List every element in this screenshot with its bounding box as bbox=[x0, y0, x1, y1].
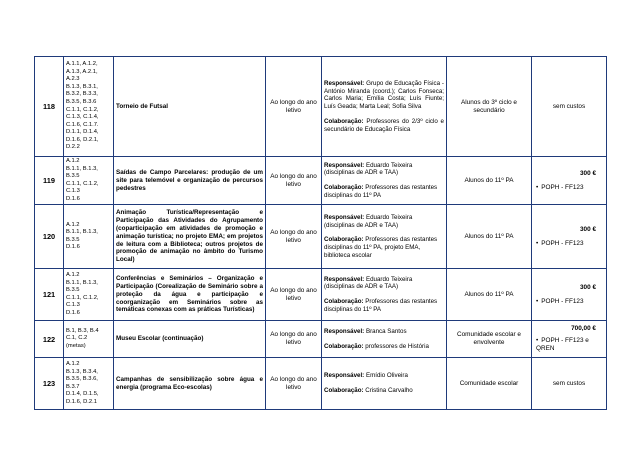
code-line: B.3.2, B.3.3, bbox=[66, 91, 98, 98]
table-row bbox=[35, 157, 607, 205]
collaboration-text: Professores do 2/3º ciclo e secundário de Educação Física bbox=[324, 117, 444, 133]
activity-title: Torneio de Futsal bbox=[114, 57, 266, 157]
responsible-text: Eduardo Teixeira (disciplinas de ADR e TAA) bbox=[324, 275, 413, 291]
cost-cell bbox=[532, 269, 607, 321]
activity-number: 122 bbox=[35, 321, 64, 358]
target-audience: Comunidade escolar e envolvente bbox=[447, 321, 532, 358]
collaboration-block bbox=[324, 343, 444, 351]
code-line: A.2.3 bbox=[66, 76, 80, 83]
responsible-label: Responsável: bbox=[324, 79, 365, 87]
code-line: D.1.6 bbox=[66, 309, 80, 316]
responsible-text: Eduardo Teixeira (disciplinas de ADR e TAA) bbox=[324, 161, 413, 177]
target-audience: Alunos do 11º PA bbox=[447, 157, 532, 205]
cost-line: sem custos bbox=[552, 102, 586, 110]
responsible-label: Responsável: bbox=[324, 213, 365, 221]
responsible-cell bbox=[322, 269, 447, 321]
target-audience: Alunos do 11º PA bbox=[447, 269, 532, 321]
code-line: C.1.1, C.1.2, bbox=[66, 180, 99, 187]
responsible-block bbox=[324, 276, 444, 292]
code-line: B.1.3, B.3.1, bbox=[66, 83, 98, 90]
code-line: D.1.6 bbox=[66, 244, 80, 251]
collaboration-block bbox=[324, 118, 444, 134]
responsible-text: Branca Santos bbox=[364, 327, 407, 335]
cost-value: 300 € bbox=[580, 225, 596, 233]
responsible-label: Responsável: bbox=[324, 327, 365, 335]
code-line: B.1.1, B.1.3, bbox=[66, 229, 98, 236]
collaboration-text: Professores das restantes disciplinas do 11º PA, projeto EMA, biblioteca escolar bbox=[324, 236, 438, 259]
objective-codes bbox=[64, 57, 114, 157]
code-line: B.3.7 bbox=[66, 383, 80, 390]
activity-period: Ao longo do ano letivo bbox=[266, 57, 322, 157]
code-line: C.1.1, C.1.2, bbox=[66, 294, 99, 301]
responsible-cell bbox=[322, 321, 447, 358]
responsible-label: Responsável: bbox=[324, 161, 365, 169]
cost-value: 300 € bbox=[580, 169, 596, 177]
responsible-block bbox=[324, 372, 444, 380]
responsible-label: Responsável: bbox=[324, 275, 365, 283]
target-audience: Comunidade escolar bbox=[447, 358, 532, 410]
code-line: B.1.1, B.1.3, bbox=[66, 279, 98, 286]
collaboration-text: professores de História bbox=[363, 342, 429, 350]
code-line: D.1.6, D.2.1 bbox=[66, 398, 97, 405]
collaboration-label: Colaboração: bbox=[324, 298, 364, 306]
activity-number: 121 bbox=[35, 269, 64, 321]
objective-codes bbox=[64, 269, 114, 321]
collaboration-block bbox=[324, 387, 444, 395]
collaboration-text: Professores das restantes disciplinas do 11º PA bbox=[324, 298, 438, 313]
cost-cell bbox=[532, 358, 607, 410]
table-row bbox=[35, 205, 607, 269]
code-line: C.1.6, C.1.7. bbox=[66, 121, 99, 128]
code-line: (metas) bbox=[66, 342, 86, 349]
code-line: A.1.2 bbox=[66, 158, 80, 164]
collaboration-label: Colaboração: bbox=[324, 184, 364, 192]
target-audience: Alunos do 11º PA bbox=[447, 205, 532, 269]
responsible-text: Emídio Oliveira bbox=[364, 372, 408, 380]
activity-title: Museu Escolar (continuação) bbox=[114, 321, 266, 358]
cost-value: 700,00 € bbox=[571, 325, 596, 333]
table-row bbox=[35, 321, 607, 358]
activity-title: Campanhas de sensibilização sobre água e energia (programa Eco-escolas) bbox=[114, 358, 266, 410]
cost-cell bbox=[532, 57, 607, 157]
responsible-cell bbox=[322, 157, 447, 205]
code-line: A.1.2 bbox=[66, 221, 80, 228]
code-line: D.1.4, D.1.5, bbox=[66, 391, 99, 398]
code-line: C.1, C.2 bbox=[66, 335, 88, 342]
cost-line: • POPH - FF123 bbox=[534, 184, 604, 192]
cost-line: • POPH - FF123 bbox=[534, 240, 604, 248]
objective-codes bbox=[64, 358, 114, 410]
responsible-block bbox=[324, 214, 444, 230]
responsible-label: Responsável: bbox=[324, 372, 365, 380]
code-line: C.1.3, C.1.4, bbox=[66, 114, 99, 121]
objective-codes bbox=[64, 157, 114, 205]
code-line: B.1.1, B.1.3, bbox=[66, 165, 98, 172]
activity-period: Ao longo do ano letivo bbox=[266, 321, 322, 358]
table-row bbox=[35, 269, 607, 321]
responsible-cell bbox=[322, 205, 447, 269]
code-line: C.1.3 bbox=[66, 188, 80, 195]
code-line: B.3.5 bbox=[66, 236, 80, 243]
activity-number: 123 bbox=[35, 358, 64, 410]
activity-number: 118 bbox=[35, 57, 64, 157]
responsible-block bbox=[324, 80, 444, 111]
collaboration-block bbox=[324, 298, 444, 314]
cost-cell bbox=[532, 157, 607, 205]
code-line: B.3.5 bbox=[66, 287, 80, 294]
activity-title: Saídas de Campo Parcelares: produção de um site para telemóvel e organização de percursos pedestres bbox=[114, 157, 266, 205]
activity-period: Ao longo do ano letivo bbox=[266, 358, 322, 410]
code-line: B.1.3, B.3.4, bbox=[66, 368, 98, 375]
activity-plan-table bbox=[34, 56, 607, 410]
cost-cell bbox=[532, 205, 607, 269]
responsible-block bbox=[324, 328, 444, 336]
objective-codes bbox=[64, 321, 114, 358]
code-line: A.1.3, A.2.1, bbox=[66, 68, 98, 75]
code-line: A.1.2 bbox=[66, 272, 80, 279]
code-line: D.2.2 bbox=[66, 144, 80, 151]
cost-line: • POPH - FF123 e QREN bbox=[534, 337, 604, 353]
activity-title: Animação Turística/Representação e Participação das Atividades do Agrupamento (coparticipação em atividades de promoção e animação turística; no projeto EMA; em projetos de leitura com a Biblioteca; outros projetos de promoção de animação no âmbito do Turismo Local) bbox=[114, 205, 266, 269]
collaboration-text: Professores das restantes disciplinas do 11º PA bbox=[324, 184, 438, 199]
code-line: D.1.6, D.2.1, bbox=[66, 136, 99, 143]
collaboration-label: Colaboração: bbox=[324, 236, 364, 244]
activity-number: 120 bbox=[35, 205, 64, 269]
activity-title: Conferências e Seminários – Organização e Participação (Corealização de Seminário sobre a proteção da água e participação e coorganização em Seminários sobre as temáticas conexas com as práticas Turísticas) bbox=[114, 269, 266, 321]
activity-number: 119 bbox=[35, 157, 64, 205]
code-line: B.3.5 bbox=[66, 173, 80, 180]
collaboration-block bbox=[324, 184, 444, 200]
objective-codes bbox=[64, 205, 114, 269]
cost-line: • POPH - FF123 bbox=[534, 298, 604, 306]
responsible-text: Grupo de Educação Física - António Miranda (coord.); Carlos Fonseca; Carlos Maria; Emília Costa; Luís Fiunte; Luís Geada; Marta Leal; Sofia Silva bbox=[324, 79, 444, 110]
code-line: D.1.6 bbox=[66, 195, 80, 202]
collaboration-label: Colaboração: bbox=[324, 342, 364, 350]
activity-period: Ao longo do ano letivo bbox=[266, 205, 322, 269]
cost-cell bbox=[532, 321, 607, 358]
table-row bbox=[35, 57, 607, 157]
code-line: A.1.2 bbox=[66, 361, 80, 368]
code-line: C.1.1, C.1.2, bbox=[66, 106, 99, 113]
activity-period: Ao longo do ano letivo bbox=[266, 157, 322, 205]
code-line: B.3.5, B.3.6 bbox=[66, 98, 97, 105]
responsible-block bbox=[324, 162, 444, 178]
cost-line: sem custos bbox=[552, 379, 586, 387]
table-row bbox=[35, 358, 607, 410]
collaboration-label: Colaboração: bbox=[324, 387, 364, 395]
collaboration-label: Colaboração: bbox=[324, 117, 364, 125]
code-line: D.1.1, D.1.4, bbox=[66, 129, 99, 136]
responsible-cell bbox=[322, 57, 447, 157]
code-line: C.1.3 bbox=[66, 302, 80, 309]
target-audience: Alunos do 3º ciclo e secundário bbox=[447, 57, 532, 157]
responsible-text: Eduardo Teixeira (disciplinas de ADR e TAA) bbox=[324, 213, 413, 229]
responsible-cell bbox=[322, 358, 447, 410]
collaboration-text: Cristina Carvalho bbox=[363, 387, 413, 395]
code-line: B.3.5, B.3.6, bbox=[66, 376, 98, 383]
code-line: A.1.1, A.1.2, bbox=[66, 61, 98, 68]
cost-value: 300 € bbox=[580, 283, 596, 291]
collaboration-block bbox=[324, 236, 444, 259]
code-line: B.1, B.3, B.4 bbox=[66, 327, 99, 334]
activity-period: Ao longo do ano letivo bbox=[266, 269, 322, 321]
